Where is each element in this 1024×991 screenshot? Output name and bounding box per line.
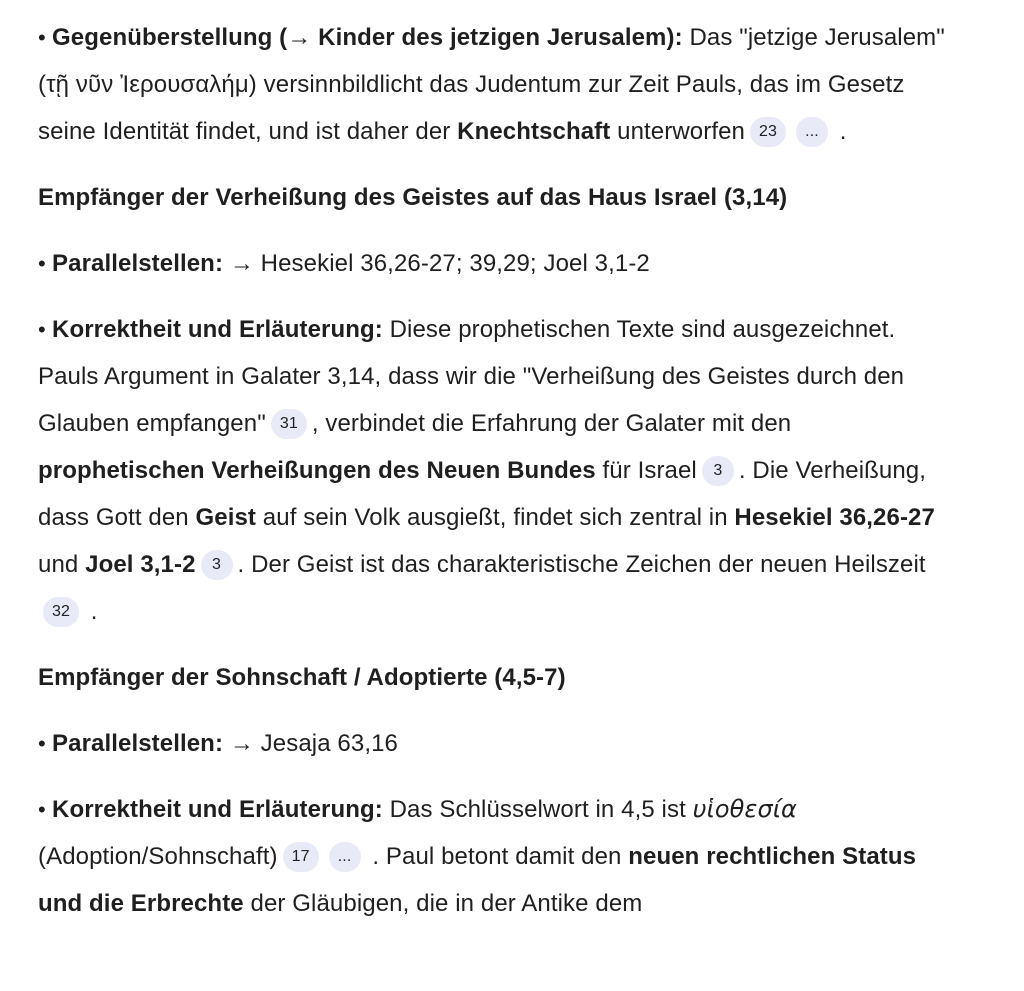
text-run: neuen rechtlichen Status und die Erbrechte (38, 843, 917, 917)
citation-badge[interactable]: 3 (702, 456, 734, 486)
bullet-paragraph (38, 720, 956, 767)
bullet-marker: • (38, 731, 53, 756)
text-run: Knechtschaft (457, 118, 611, 145)
text-run: Geist (195, 504, 257, 531)
citation-badge[interactable]: 32 (43, 597, 79, 627)
text-run: Empfänger der Verheißung des Geistes auf das Haus Israel (3,14) (38, 184, 788, 211)
citation-badge[interactable]: 31 (271, 409, 307, 439)
bullet-marker: • (38, 797, 53, 822)
citation-badge[interactable]: 17 (283, 842, 319, 872)
citation-more-badge[interactable]: ... (329, 842, 361, 872)
text-run: υἱοθεσία (692, 795, 797, 823)
text-run: Korrektheit und Erläuterung: (52, 796, 390, 823)
bullet-paragraph (38, 240, 956, 287)
text-run: (Adoption/Sohnschaft) (38, 843, 278, 870)
bullet-paragraph (38, 306, 956, 635)
bullet-marker: • (38, 25, 53, 50)
bullet-marker: • (38, 317, 53, 342)
text-run: Parallelstellen: (52, 250, 230, 277)
text-run: unterworfen (610, 118, 745, 145)
text-run: . (832, 118, 847, 145)
text-run: . (84, 598, 98, 625)
text-run: . Paul betont damit den (365, 843, 629, 870)
text-run: Joel 3,1-2 (85, 551, 196, 578)
text-run: . Der Geist ist das charakteristische Zeichen der neuen Heilszeit (237, 551, 926, 578)
citation-badge[interactable]: 23 (750, 117, 786, 147)
text-run: für Israel (595, 457, 697, 484)
bullet-paragraph (38, 14, 956, 155)
text-run: Korrektheit und Erläuterung: (52, 316, 390, 343)
text-run: Parallelstellen: (52, 730, 230, 757)
citation-badge[interactable]: 3 (201, 550, 233, 580)
text-run: prophetischen Verheißungen des Neuen Bundes (38, 457, 596, 484)
bullet-marker: • (38, 251, 53, 276)
text-run: Das Schlüsselwort in 4,5 ist (389, 796, 693, 823)
text-run: . Die Verheißung, dass Gott den (38, 457, 927, 531)
text-run: Das "jetzige Jerusalem" (τῇ νῦν Ἰερουσαλήμ) versinnbildlicht das Judentum zur Zeit Pauls, das im Gesetz seine Identität findet, und ist daher der (38, 24, 945, 145)
text-run: und (38, 551, 86, 578)
text-run: → Hesekiel 36,26-27; 39,29; Joel 3,1-2 (229, 250, 650, 277)
text-run: , verbindet die Erfahrung der Galater mit den (311, 410, 792, 437)
section-heading (38, 654, 956, 701)
text-run: der Gläubigen, die in der Antike dem (243, 890, 643, 917)
text-run: auf sein Volk ausgießt, findet sich zentral in (256, 504, 735, 531)
text-run: Hesekiel 36,26-27 (734, 504, 935, 531)
text-run: Empfänger der Sohnschaft / Adoptierte (4,5-7) (38, 664, 566, 691)
text-run: → Jesaja 63,16 (229, 730, 398, 757)
text-run: Gegenüberstellung (→ Kinder des jetzigen Jerusalem): (52, 24, 690, 51)
citation-more-badge[interactable]: ... (796, 117, 828, 147)
section-heading (38, 174, 956, 221)
text-run: Diese prophetischen Texte sind ausgezeichnet. Pauls Argument in Galater 3,14, dass wir die "Verheißung des Geistes durch den Glauben empfangen" (38, 316, 905, 437)
bullet-paragraph (38, 786, 956, 927)
